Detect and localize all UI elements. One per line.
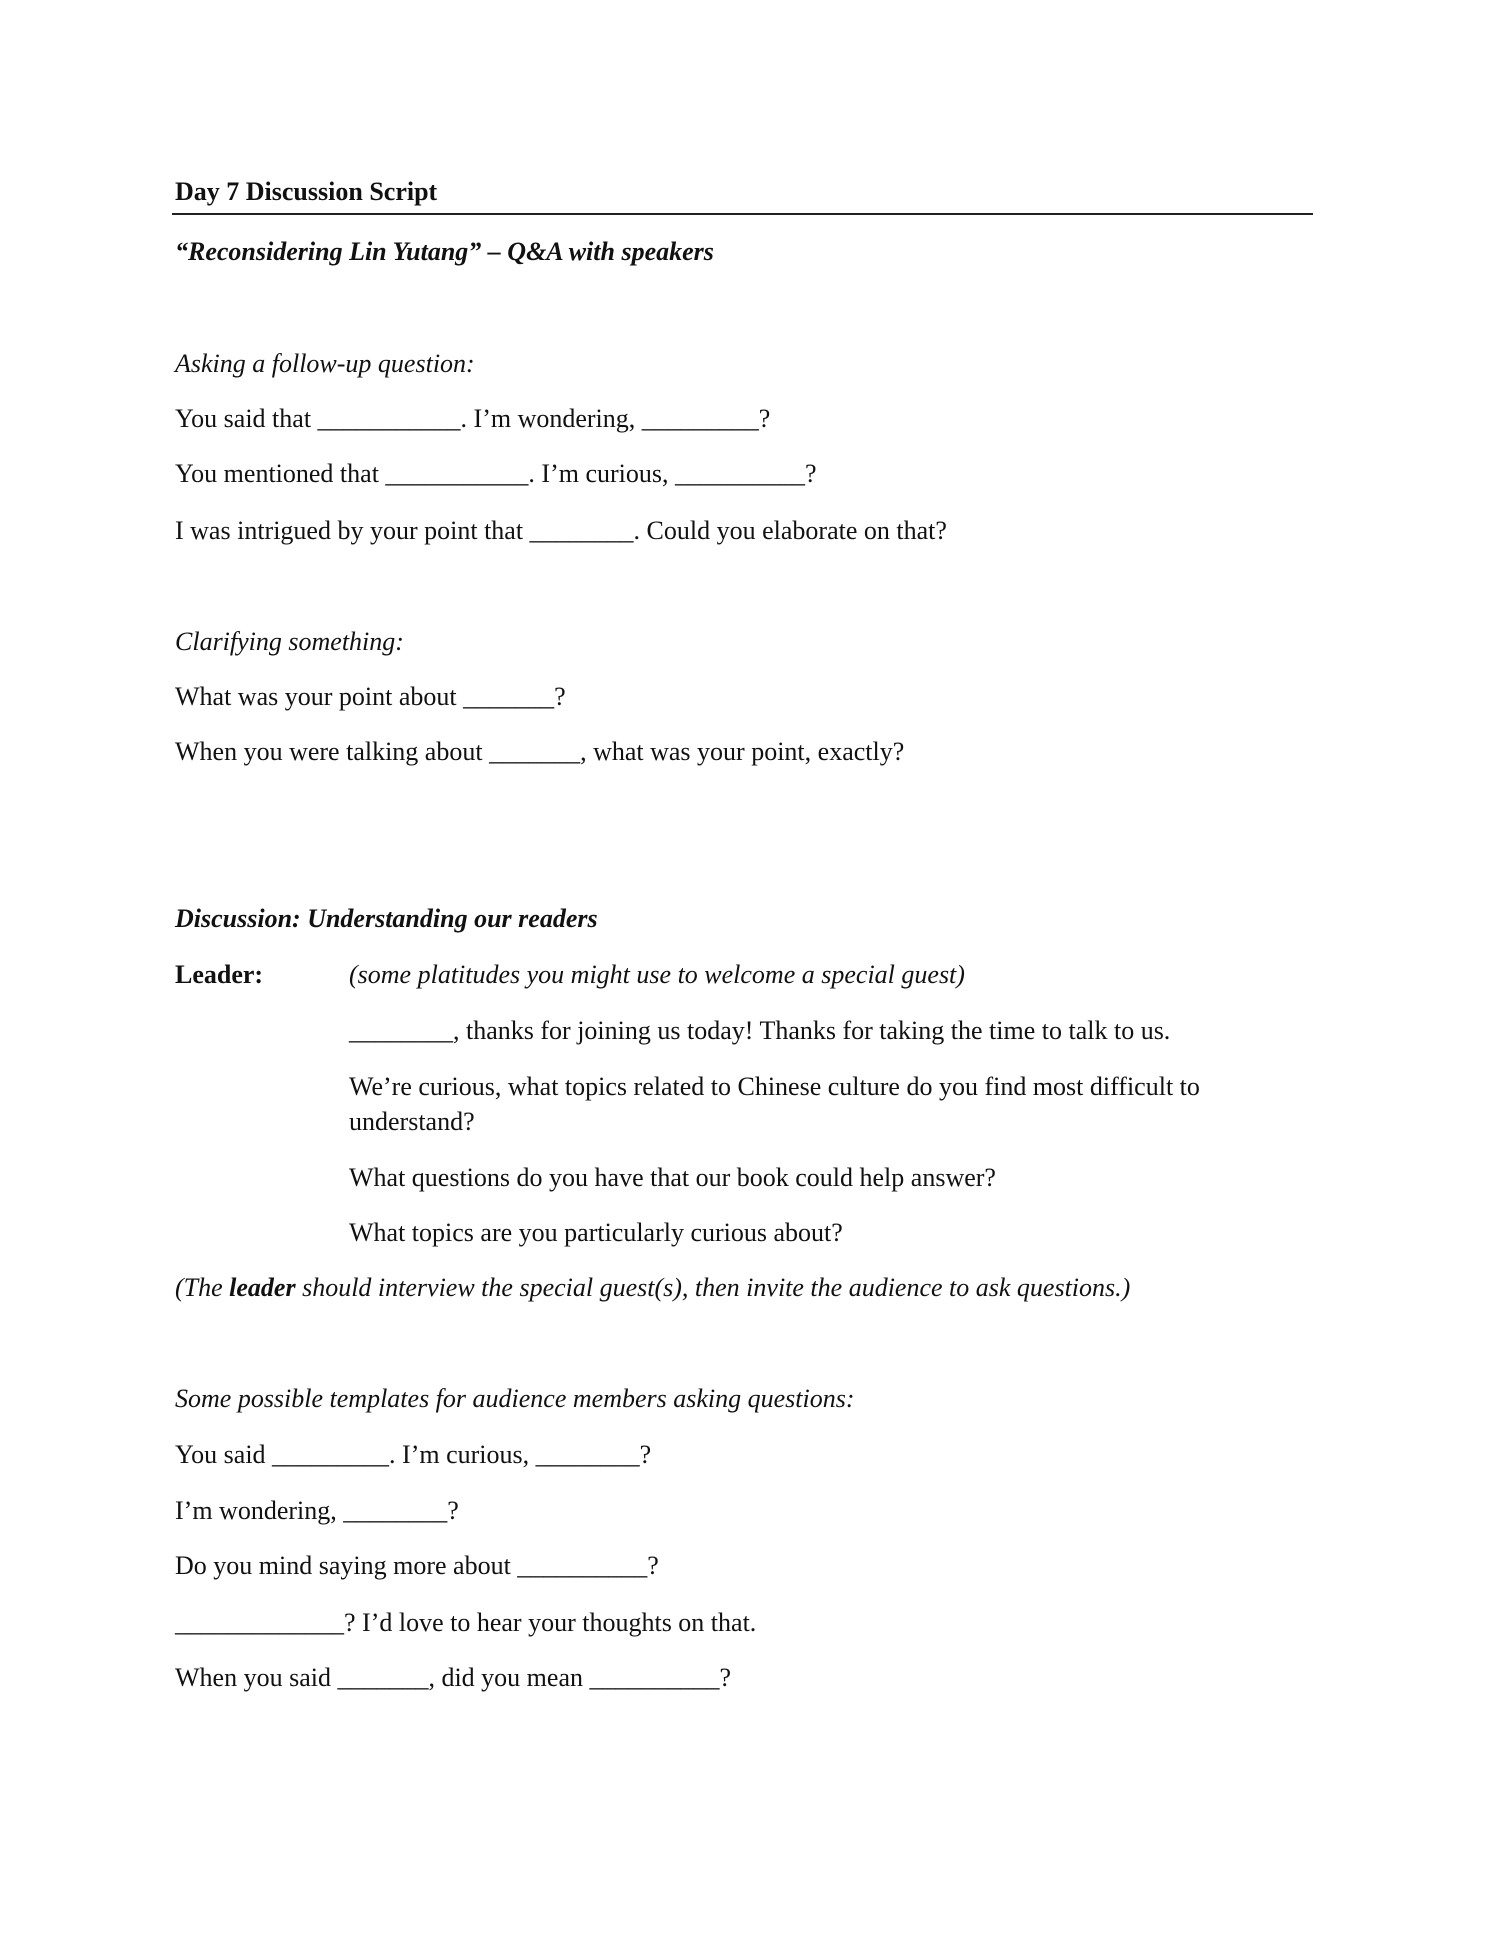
audience-line: I’m wondering, ________?	[175, 1496, 459, 1525]
leader-line: We’re curious, what topics related to Chinese culture do you find most difficult to understand?	[349, 1072, 1200, 1136]
leader-label: Leader:	[175, 960, 264, 989]
discussion-heading: Discussion: Understanding our readers	[175, 904, 598, 933]
followup-line: I was intrigued by your point that ________. Could you elaborate on that?	[175, 516, 947, 545]
clarifying-line: What was your point about _______?	[175, 682, 566, 711]
leader-line: What questions do you have that our book could help answer?	[349, 1163, 996, 1192]
clarifying-line: When you were talking about _______, what was your point, exactly?	[175, 737, 905, 766]
audience-line: When you said _______, did you mean __________?	[175, 1663, 732, 1692]
instruction-pre: (The	[175, 1273, 230, 1302]
followup-line: You mentioned that ___________. I’m curious, __________?	[175, 459, 817, 488]
audience-line: _____________? I’d love to hear your thoughts on that.	[175, 1608, 757, 1637]
audience-line: Do you mind saying more about __________?	[175, 1551, 659, 1580]
instruction-bold: leader	[229, 1273, 296, 1302]
leader-instruction	[175, 1273, 1130, 1303]
clarifying-heading: Clarifying something:	[175, 627, 404, 656]
subtitle: “Reconsidering Lin Yutang” – Q&A with speakers	[175, 237, 714, 266]
leader-note: (some platitudes you might use to welcome a special guest)	[349, 960, 965, 989]
leader-line: ________, thanks for joining us today! Thanks for taking the time to talk to us.	[349, 1016, 1171, 1045]
audience-line: You said _________. I’m curious, ________?	[175, 1440, 652, 1469]
page-title: Day 7 Discussion Script	[175, 177, 438, 206]
followup-line: You said that ___________. I’m wondering, _________?	[175, 404, 771, 433]
leader-line: What topics are you particularly curious about?	[349, 1218, 843, 1247]
followup-heading: Asking a follow-up question:	[175, 349, 475, 378]
title-divider	[172, 213, 1313, 215]
audience-heading: Some possible templates for audience members asking questions:	[175, 1384, 855, 1413]
instruction-post: should interview the special guest(s), then invite the audience to ask questions.)	[295, 1273, 1131, 1302]
